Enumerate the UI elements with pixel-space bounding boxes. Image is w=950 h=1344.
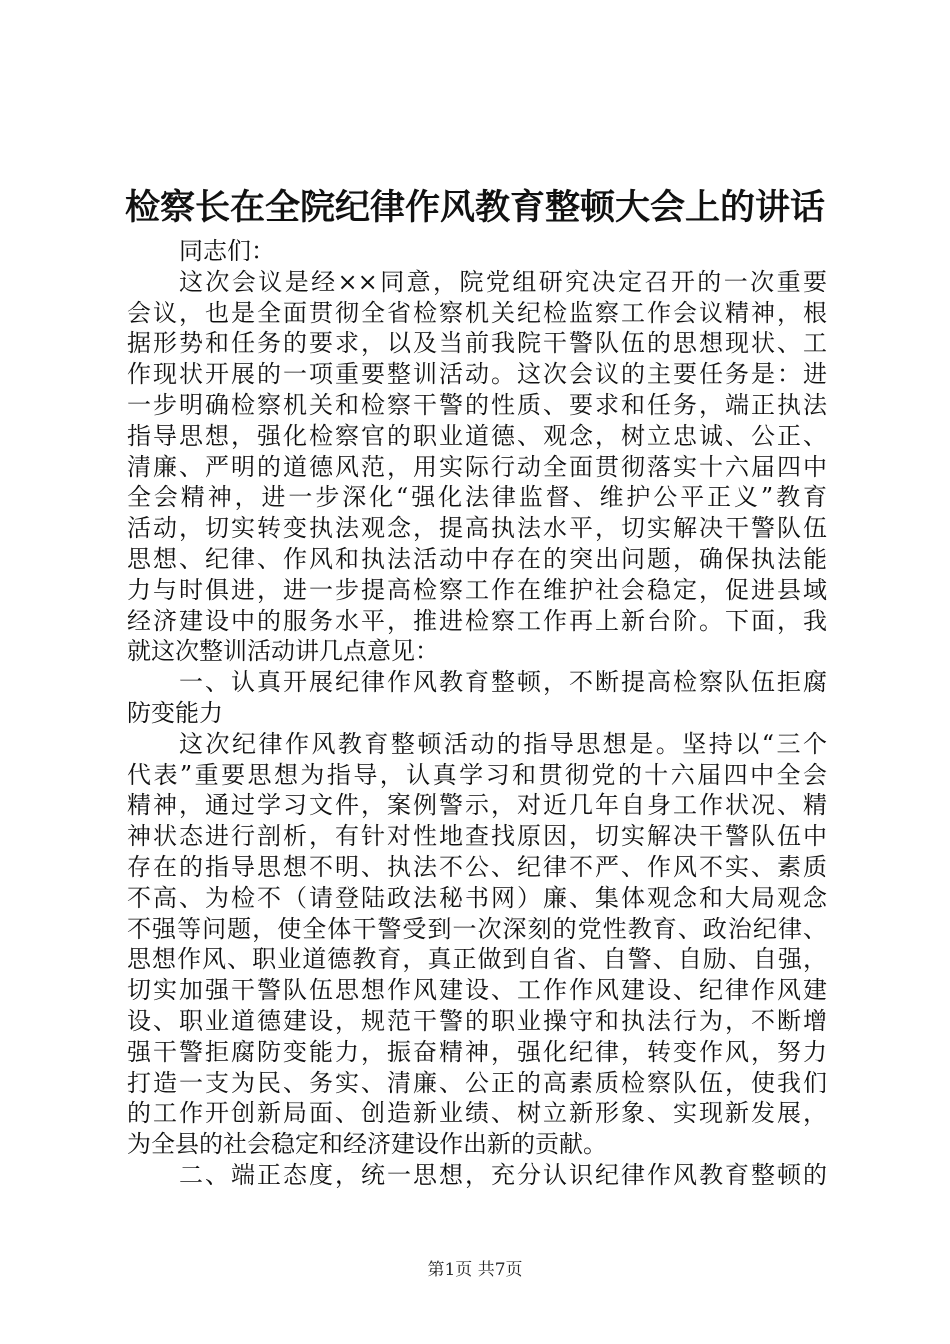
text-line: 力与时俱进，进一步提高检察工作在维护社会稳定，促进县域 bbox=[127, 575, 827, 604]
text-line: 思想作风、职业道德教育，真正做到自省、自警、自励、自强， bbox=[127, 945, 827, 974]
text-line: 设、职业道德建设，规范干警的职业操守和执法行为，不断增 bbox=[127, 1006, 827, 1035]
section-heading-2: 二、端正态度，统一思想，充分认识纪律作风教育整顿的 bbox=[179, 1160, 827, 1189]
section-heading-1: 一、认真开展纪律作风教育整顿，不断提高检察队伍拒腐 bbox=[179, 668, 827, 697]
text-line: 全会精神，进一步深化“强化法律监督、维护公平正义”教育 bbox=[127, 483, 827, 512]
text-line: 强干警拒腐防变能力，振奋精神，强化纪律，转变作风，努力 bbox=[127, 1037, 827, 1066]
text-line: 代表”重要思想为指导，认真学习和贯彻党的十六届四中全会 bbox=[127, 760, 827, 789]
text-line: 思想、纪律、作风和执法活动中存在的突出问题，确保执法能 bbox=[127, 544, 827, 573]
text-line: 这次纪律作风教育整顿活动的指导思想是。坚持以“三个 bbox=[179, 729, 827, 758]
text-line: 这次会议是经××同意，院党组研究决定召开的一次重要 bbox=[179, 267, 827, 296]
text-line: 指导思想，强化检察官的职业道德、观念，树立忠诚、公正、 bbox=[127, 421, 827, 450]
text-line: 作现状开展的一项重要整训活动。这次会议的主要任务是：进 bbox=[127, 360, 827, 389]
text-line: 精神，通过学习文件，案例警示，对近几年自身工作状况、精 bbox=[127, 791, 827, 820]
text-line: 神状态进行剖析，有针对性地查找原因，切实解决干警队伍中 bbox=[127, 822, 827, 851]
text-line: 不高、为检不（请登陆政法秘书网）廉、集体观念和大局观念 bbox=[127, 883, 827, 912]
document-title: 检察长在全院纪律作风教育整顿大会上的讲话 bbox=[124, 187, 825, 228]
text-line: 存在的指导思想不明、执法不公、纪律不严、作风不实、素质 bbox=[127, 852, 827, 881]
page-footer: 第1页 共7页 bbox=[427, 1260, 523, 1280]
text-line: 不强等问题，使全体干警受到一次深刻的党性教育、政治纪律、 bbox=[127, 914, 827, 943]
text-line: 就这次整训活动讲几点意见： bbox=[127, 637, 439, 666]
salutation-line: 同志们： bbox=[179, 237, 275, 265]
document-body bbox=[127, 236, 827, 1191]
text-line: 的工作开创新局面、创造新业绩、树立新形象、实现新发展， bbox=[127, 1099, 827, 1128]
text-line: 切实加强干警队伍思想作风建设、工作作风建设、纪律作风建 bbox=[127, 976, 827, 1005]
text-line: 据形势和任务的要求，以及当前我院干警队伍的思想现状、工 bbox=[127, 329, 827, 358]
text-line: 一步明确检察机关和检察干警的性质、要求和任务，端正执法 bbox=[127, 390, 827, 419]
text-line: 为全县的社会稳定和经济建设作出新的贡献。 bbox=[127, 1130, 607, 1159]
text-line: 活动，切实转变执法观念，提高执法水平，切实解决干警队伍 bbox=[127, 514, 827, 543]
text-line: 经济建设中的服务水平，推进检察工作再上新台阶。下面，我 bbox=[127, 606, 827, 635]
text-line: 会议，也是全面贯彻全省检察机关纪检监察工作会议精神，根 bbox=[127, 298, 827, 327]
text-line: 打造一支为民、务实、清廉、公正的高素质检察队伍，使我们 bbox=[127, 1068, 827, 1097]
text-line: 清廉、严明的道德风范，用实际行动全面贯彻落实十六届四中 bbox=[127, 452, 827, 481]
section-heading-1-cont: 防变能力 bbox=[127, 698, 223, 727]
